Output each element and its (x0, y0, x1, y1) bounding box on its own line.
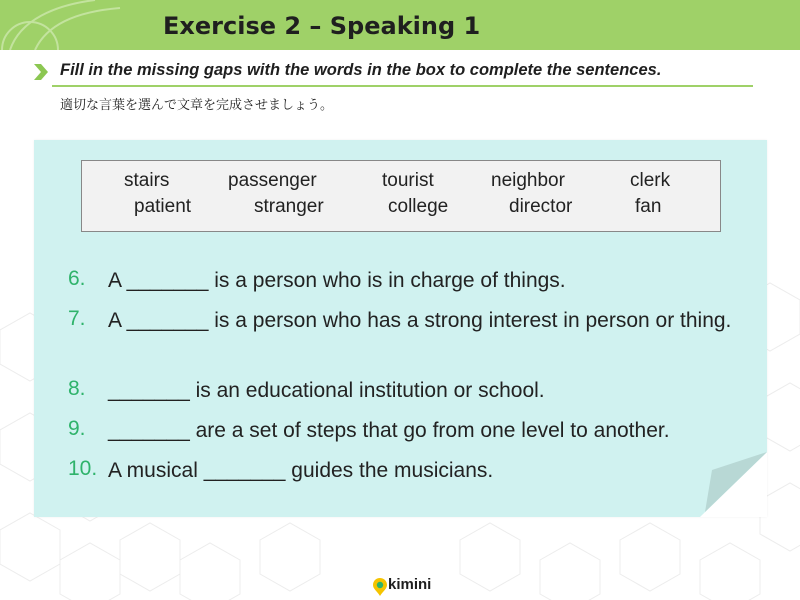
chevron-right-icon (34, 64, 48, 80)
item-number: 9. (68, 417, 86, 440)
item-number: 8. (68, 377, 86, 400)
logo-text: kimini (388, 576, 432, 593)
word-box (81, 160, 721, 232)
item-text: _______ is an educational institution or school. (108, 379, 545, 402)
word-box-word: neighbor (491, 170, 565, 191)
item-text: A _______ is a person who is in charge of things. (108, 269, 566, 292)
item-text: A musical _______ guides the musicians. (108, 459, 494, 482)
word-box-word: passenger (228, 170, 317, 191)
item-number: 6. (68, 267, 86, 290)
item-number: 10. (68, 457, 98, 480)
item-text: A _______ is a person who has a strong interest in person or thing. (108, 309, 732, 332)
word-box-word: director (509, 196, 573, 217)
word-box-word: college (388, 196, 449, 217)
word-box-word: stairs (124, 170, 170, 191)
page-title: Exercise 2 – Speaking 1 (163, 12, 481, 40)
kimini-logo-icon (373, 578, 387, 596)
instructions-underline (52, 85, 753, 87)
header-bar (0, 0, 800, 50)
item-text: _______ are a set of steps that go from one level to another. (108, 419, 670, 442)
leaf-decoration-icon (0, 0, 140, 50)
item-number: 7. (68, 307, 86, 330)
instructions-japanese: 適切な言葉を選んで文章を完成させましょう。 (60, 98, 334, 113)
word-box-word: stranger (254, 196, 324, 217)
word-box-word: fan (635, 196, 662, 217)
word-box-word: tourist (382, 170, 434, 191)
instructions-english: Fill in the missing gaps with the words in the box to complete the sentences. (60, 61, 662, 79)
word-box-word: patient (134, 196, 192, 217)
word-box-word: clerk (630, 170, 671, 191)
